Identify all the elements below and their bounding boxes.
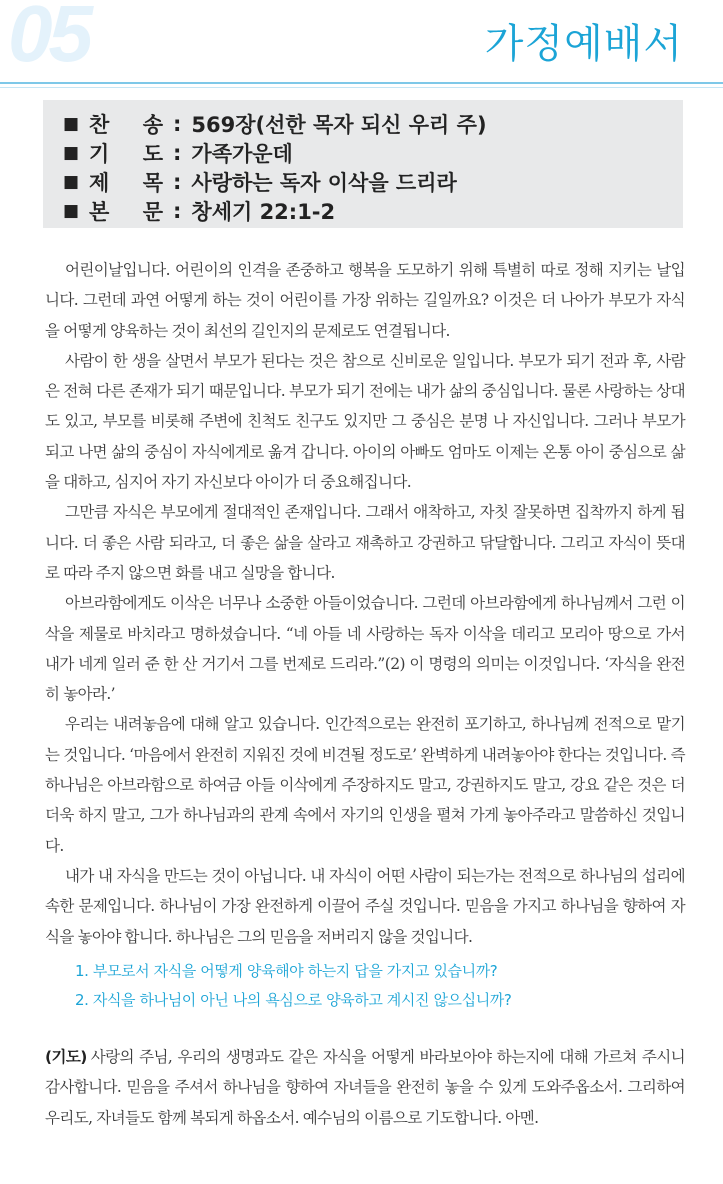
info-value: 사랑하는 독자 이삭을 드리라 bbox=[191, 170, 457, 195]
question-item: 1. 부모로서 자식을 어떻게 양육해야 하는지 답을 가지고 있습니까? bbox=[75, 962, 498, 980]
body-paragraph: 사람이 한 생을 살면서 부모가 된다는 것은 참으로 신비로운 일입니다. 부모가 되기 전과 후, 사람은 전혀 다른 존재가 되기 때문입니다. 부모가 되기 전에는 내가 삶의 중심입니다. 물론 사랑하는 상대도 있고, 부모를 비롯해 주변에 친척도 친구도 있지만 그 중심은 분명 나 자신입니다. 그러나 부모가 되고 나면 삶의 중심이 자식에게로 옮겨 갑니다. 아이의 아빠도 엄마도 이제는 온통 아이 중심으로 삶을 대하고, 심지어 자기 자신보다 아이가 더 중요해집니다. bbox=[45, 351, 685, 492]
discussion-questions bbox=[75, 957, 705, 1014]
page-title: 가정예배서 bbox=[484, 21, 683, 67]
header-divider-thin bbox=[0, 87, 723, 88]
square-bullet-icon: ■ bbox=[63, 142, 80, 163]
square-bullet-icon: ■ bbox=[63, 171, 80, 192]
info-row-title bbox=[63, 167, 683, 196]
prayer-text: 사랑의 주님, 우리의 생명과도 같은 자식을 어떻게 바라보아야 하는지에 대해 가르쳐 주시니 감사합니다. 믿음을 주셔서 하나님을 향하여 자녀들을 완전히 놓을 수 있게 도와주옵소서. 그리하여 우리도, 자녀들도 함께 복되게 하옵소서. 예수님의 이름으로 기도합니다. 아멘. bbox=[45, 1048, 685, 1127]
prayer-label: (기도) bbox=[45, 1048, 87, 1066]
body-paragraph: 아브라함에게도 이삭은 너무나 소중한 아들이었습니다. 그런데 아브라함에게 하나님께서 그런 이삭을 제물로 바치라고 명하셨습니다. “네 아들 네 사랑하는 독자 이삭을 데리고 모리아 땅으로 가서 내가 네게 일러 준 한 산 거기서 그를 번제로 드리라.”(2) 이 명령의 의미는 이것입니다. ‘자식을 완전히 놓아라.’ bbox=[45, 594, 685, 704]
info-colon: : bbox=[173, 140, 182, 165]
info-label bbox=[89, 109, 163, 139]
info-label bbox=[89, 196, 163, 226]
header-divider bbox=[0, 82, 723, 84]
info-label-char: 찬 bbox=[89, 112, 110, 137]
closing-prayer bbox=[45, 1042, 685, 1133]
info-label-char: 본 bbox=[89, 199, 110, 224]
info-label bbox=[89, 167, 163, 197]
info-label-char: 송 bbox=[142, 112, 163, 137]
info-colon: : bbox=[173, 198, 182, 223]
square-bullet-icon: ■ bbox=[63, 113, 80, 134]
info-label bbox=[89, 138, 163, 168]
info-label-char: 목 bbox=[142, 170, 163, 195]
page-number: 05 bbox=[8, 0, 89, 78]
sermon-body bbox=[45, 255, 685, 952]
info-label-char: 제 bbox=[89, 170, 110, 195]
info-label-char: 도 bbox=[142, 141, 163, 166]
square-bullet-icon: ■ bbox=[63, 200, 80, 221]
info-value: 창세기 22:1-2 bbox=[191, 199, 336, 224]
body-paragraph: 우리는 내려놓음에 대해 알고 있습니다. 인간적으로는 완전히 포기하고, 하나님께 전적으로 맡기는 것입니다. ‘마음에서 완전히 지워진 것에 비견될 정도로’ 완벽하게 내려놓아야 한다는 것입니다. 즉 하나님은 아브라함으로 하여금 아들 이삭에게 주장하지도 말고, 강권하지도 말고, 강요 같은 것은 더더욱 하지 말고, 그가 하나님과의 관계 속에서 자기의 인생을 펼쳐 가게 놓아주라고 말씀하신 것입니다. bbox=[45, 715, 685, 855]
info-row-prayer bbox=[63, 138, 683, 167]
info-colon: : bbox=[173, 111, 182, 136]
info-colon: : bbox=[173, 169, 182, 194]
info-label-char: 문 bbox=[142, 199, 163, 224]
info-row-hymn bbox=[63, 109, 683, 138]
info-value: 가족가운데 bbox=[191, 141, 293, 166]
body-paragraph: 내가 내 자식을 만드는 것이 아닙니다. 내 자식이 어떤 사람이 되는가는 전적으로 하나님의 섭리에 속한 문제입니다. 하나님이 가장 완전하게 이끌어 주실 것입니다. 믿음을 가지고 하나님을 향하여 자식을 놓아야 합니다. 하나님은 그의 믿음을 저버리지 않을 것입니다. bbox=[45, 866, 685, 946]
service-info-box bbox=[43, 100, 683, 228]
body-paragraph: 그만큼 자식은 부모에게 절대적인 존재입니다. 그래서 애착하고, 자칫 잘못하면 집착까지 하게 됩니다. 더 좋은 사람 되라고, 더 좋은 삶을 살라고 재촉하고 강권하고 닦달합니다. 그리고 자식이 뜻대로 따라 주지 않으면 화를 내고 실망을 합니다. bbox=[45, 503, 685, 582]
question-item: 2. 자식을 하나님이 아닌 나의 욕심으로 양육하고 계시진 않으십니까? bbox=[75, 990, 512, 1009]
body-paragraph: 어린이날입니다. 어린이의 인격을 존중하고 행복을 도모하기 위해 특별히 따로 정해 지키는 날입니다. 그런데 과연 어떻게 하는 것이 어린이를 가장 위하는 길일까요? 이것은 더 나아가 부모가 자식을 어떻게 양육하는 것이 최선의 길인지의 문제로도 연결됩니다. bbox=[45, 261, 685, 340]
info-value: 569장(선한 목자 되신 우리 주) bbox=[191, 112, 487, 137]
info-row-scripture bbox=[63, 196, 683, 225]
info-label-char: 기 bbox=[89, 141, 110, 166]
